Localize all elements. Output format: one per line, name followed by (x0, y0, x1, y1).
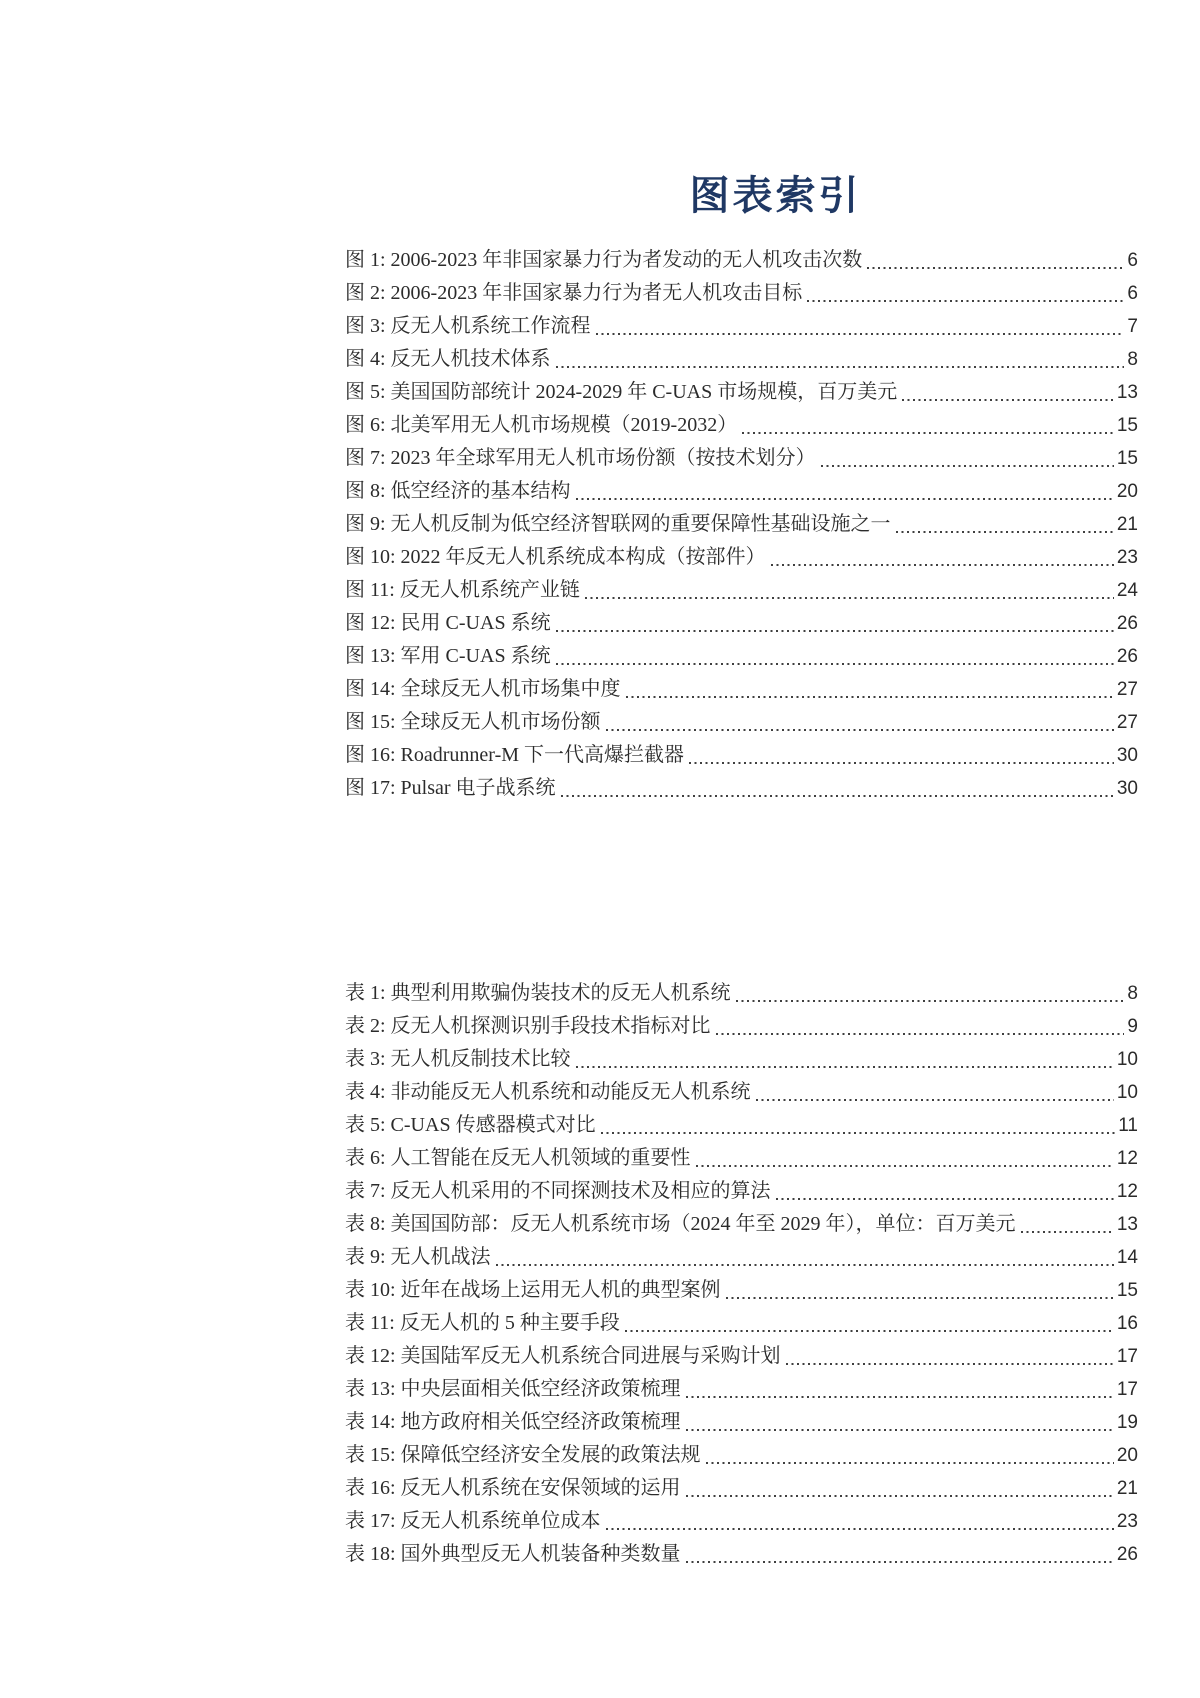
dot-leader (896, 508, 1114, 541)
toc-entry-label: 表 13: 中央层面相关低空经济政策梳理 (345, 1378, 681, 1400)
toc-entry-label: 表 2: 反无人机探测识别手段技术指标对比 (345, 1015, 711, 1037)
toc-entry-label: 表 10: 近年在战场上运用无人机的典型案例 (345, 1279, 721, 1301)
dot-leader (807, 277, 1124, 310)
toc-entry-label: 表 15: 保障低空经济安全发展的政策法规 (345, 1444, 701, 1466)
toc-entry-label: 表 18: 国外典型反无人机装备种类数量 (345, 1543, 681, 1565)
toc-entry-page: 8 (1127, 983, 1138, 1004)
toc-entry[interactable] (345, 706, 1138, 739)
toc-entry-page: 27 (1116, 679, 1138, 700)
dot-leader (756, 1076, 1114, 1109)
toc-entry-page: 9 (1127, 1016, 1138, 1037)
dot-leader (686, 1472, 1114, 1505)
toc-entry-label: 表 3: 无人机反制技术比较 (345, 1048, 571, 1070)
dot-leader (736, 977, 1125, 1010)
toc-entry[interactable] (345, 310, 1138, 343)
dot-leader (716, 1010, 1125, 1043)
toc-entry-page: 27 (1116, 712, 1138, 733)
figure-index-list (345, 244, 1138, 805)
toc-entry[interactable] (345, 409, 1138, 442)
toc-entry-page: 16 (1116, 1313, 1138, 1334)
toc-entry-label: 表 5: C-UAS 传感器模式对比 (345, 1114, 596, 1136)
toc-entry[interactable] (345, 1307, 1138, 1340)
toc-entry[interactable] (345, 442, 1138, 475)
toc-entry[interactable] (345, 673, 1138, 706)
toc-entry-label: 图 14: 全球反无人机市场集中度 (345, 678, 621, 700)
toc-entry-page: 10 (1116, 1082, 1138, 1103)
toc-entry[interactable] (345, 1274, 1138, 1307)
toc-entry-label: 图 9: 无人机反制为低空经济智联网的重要保障性基础设施之一 (345, 513, 891, 535)
page-title: 图表索引 (689, 173, 862, 218)
dot-leader (556, 640, 1114, 673)
toc-entry-page: 12 (1116, 1181, 1138, 1202)
toc-entry-page: 21 (1116, 514, 1138, 535)
toc-entry[interactable] (345, 1142, 1138, 1175)
toc-entry[interactable] (345, 977, 1138, 1010)
toc-entry-label: 图 3: 反无人机系统工作流程 (345, 315, 591, 337)
toc-entry-page: 17 (1116, 1346, 1138, 1367)
toc-entry-label: 表 16: 反无人机系统在安保领域的运用 (345, 1477, 681, 1499)
toc-entry-page: 20 (1116, 481, 1138, 502)
toc-entry[interactable] (345, 1472, 1138, 1505)
dot-leader (576, 475, 1114, 508)
toc-entry[interactable] (345, 277, 1138, 310)
dot-leader (626, 673, 1114, 706)
dot-leader (867, 244, 1124, 277)
dot-leader (606, 706, 1114, 739)
toc-entry[interactable] (345, 1043, 1138, 1076)
toc-entry-page: 19 (1116, 1412, 1138, 1433)
toc-entry-page: 30 (1116, 745, 1138, 766)
toc-entry-label: 表 1: 典型利用欺骗伪装技术的反无人机系统 (345, 982, 731, 1004)
toc-entry[interactable] (345, 1538, 1138, 1571)
toc-entry-page: 15 (1116, 448, 1138, 469)
dot-leader (606, 1505, 1114, 1538)
toc-entry-page: 23 (1116, 1511, 1138, 1532)
toc-entry-page: 20 (1116, 1445, 1138, 1466)
dot-leader (786, 1340, 1114, 1373)
toc-entry[interactable] (345, 607, 1138, 640)
toc-entry-label: 表 9: 无人机战法 (345, 1246, 491, 1268)
toc-entry[interactable] (345, 1076, 1138, 1109)
toc-entry-page: 24 (1116, 580, 1138, 601)
page-content (345, 0, 1138, 1698)
toc-entry-page: 26 (1116, 646, 1138, 667)
toc-entry-label: 表 17: 反无人机系统单位成本 (345, 1510, 601, 1532)
toc-entry-label: 图 6: 北美军用无人机市场规模（2019-2032） (345, 414, 738, 436)
toc-entry[interactable] (345, 1175, 1138, 1208)
toc-entry-page: 10 (1116, 1049, 1138, 1070)
toc-entry-label: 图 15: 全球反无人机市场份额 (345, 711, 601, 733)
toc-entry[interactable] (345, 1439, 1138, 1472)
toc-entry[interactable] (345, 343, 1138, 376)
toc-entry-label: 图 7: 2023 年全球军用无人机市场份额（按技术划分） (345, 447, 816, 469)
toc-entry-label: 表 4: 非动能反无人机系统和动能反无人机系统 (345, 1081, 751, 1103)
toc-entry-page: 26 (1116, 1544, 1138, 1565)
dot-leader (686, 1373, 1114, 1406)
toc-entry-page: 6 (1127, 250, 1138, 271)
dot-leader (556, 343, 1125, 376)
toc-entry[interactable] (345, 1208, 1138, 1241)
toc-entry-page: 15 (1116, 1280, 1138, 1301)
toc-entry[interactable] (345, 739, 1138, 772)
dot-leader (742, 409, 1114, 442)
dot-leader (1021, 1208, 1114, 1241)
toc-entry[interactable] (345, 1373, 1138, 1406)
dot-leader (689, 739, 1114, 772)
toc-entry[interactable] (345, 640, 1138, 673)
toc-entry[interactable] (345, 1505, 1138, 1538)
toc-entry-page: 15 (1116, 415, 1138, 436)
toc-entry-label: 图 10: 2022 年反无人机系统成本构成（按部件） (345, 546, 766, 568)
toc-entry-page: 11 (1118, 1115, 1138, 1136)
toc-entry[interactable] (345, 475, 1138, 508)
dot-leader (585, 574, 1114, 607)
toc-entry[interactable] (345, 574, 1138, 607)
toc-entry-page: 21 (1116, 1478, 1138, 1499)
toc-entry-page: 23 (1116, 547, 1138, 568)
toc-entry-label: 图 11: 反无人机系统产业链 (345, 579, 580, 601)
toc-entry[interactable] (345, 376, 1138, 409)
toc-entry-page: 30 (1116, 778, 1138, 799)
dot-leader (601, 1109, 1116, 1142)
dot-leader (686, 1406, 1114, 1439)
dot-leader (706, 1439, 1114, 1472)
table-index-list (345, 977, 1138, 1571)
toc-entry-label: 图 4: 反无人机技术体系 (345, 348, 551, 370)
dot-leader (726, 1274, 1114, 1307)
dot-leader (556, 607, 1114, 640)
toc-entry[interactable] (345, 541, 1138, 574)
toc-entry-page: 14 (1116, 1247, 1138, 1268)
toc-entry-page: 6 (1127, 283, 1138, 304)
toc-entry-label: 表 6: 人工智能在反无人机领域的重要性 (345, 1147, 691, 1169)
toc-entry[interactable] (345, 1406, 1138, 1439)
dot-leader (576, 1043, 1114, 1076)
dot-leader (496, 1241, 1114, 1274)
toc-entry[interactable] (345, 1241, 1138, 1274)
toc-entry-label: 图 16: Roadrunner-M 下一代高爆拦截器 (345, 744, 685, 766)
dot-leader (561, 772, 1114, 805)
toc-entry-page: 8 (1127, 349, 1138, 370)
toc-entry-page: 17 (1116, 1379, 1138, 1400)
dot-leader (625, 1307, 1114, 1340)
toc-entry-page: 13 (1116, 382, 1138, 403)
toc-entry-label: 表 14: 地方政府相关低空经济政策梳理 (345, 1411, 681, 1433)
toc-entry-label: 图 5: 美国国防部统计 2024-2029 年 C-UAS 市场规模，百万美元 (345, 381, 898, 403)
toc-entry[interactable] (345, 772, 1138, 805)
toc-entry-label: 图 8: 低空经济的基本结构 (345, 480, 571, 502)
dot-leader (776, 1175, 1114, 1208)
toc-entry[interactable] (345, 1010, 1138, 1043)
toc-entry-label: 图 17: Pulsar 电子战系统 (345, 777, 556, 799)
dot-leader (696, 1142, 1114, 1175)
dot-leader (902, 376, 1114, 409)
toc-entry-label: 表 11: 反无人机的 5 种主要手段 (345, 1312, 620, 1334)
toc-entry-label: 表 8: 美国国防部：反无人机系统市场（2024 年至 2029 年），单位：百万美元 (345, 1213, 1016, 1235)
toc-entry-label: 表 12: 美国陆军反无人机系统合同进展与采购计划 (345, 1345, 781, 1367)
toc-entry[interactable] (345, 1109, 1138, 1142)
dot-leader (596, 310, 1125, 343)
toc-entry-page: 12 (1116, 1148, 1138, 1169)
toc-entry-label: 图 12: 民用 C-UAS 系统 (345, 612, 551, 634)
toc-entry-page: 7 (1127, 316, 1138, 337)
toc-entry-label: 表 7: 反无人机采用的不同探测技术及相应的算法 (345, 1180, 771, 1202)
toc-entry[interactable] (345, 1340, 1138, 1373)
dot-leader (771, 541, 1114, 574)
toc-entry-label: 图 1: 2006-2023 年非国家暴力行为者发动的无人机攻击次数 (345, 249, 863, 271)
toc-entry-page: 13 (1116, 1214, 1138, 1235)
toc-entry[interactable] (345, 508, 1138, 541)
dot-leader (821, 442, 1114, 475)
toc-entry-label: 图 13: 军用 C-UAS 系统 (345, 645, 551, 667)
dot-leader (686, 1538, 1114, 1571)
toc-entry-page: 26 (1116, 613, 1138, 634)
toc-entry[interactable] (345, 244, 1138, 277)
toc-entry-label: 图 2: 2006-2023 年非国家暴力行为者无人机攻击目标 (345, 282, 803, 304)
